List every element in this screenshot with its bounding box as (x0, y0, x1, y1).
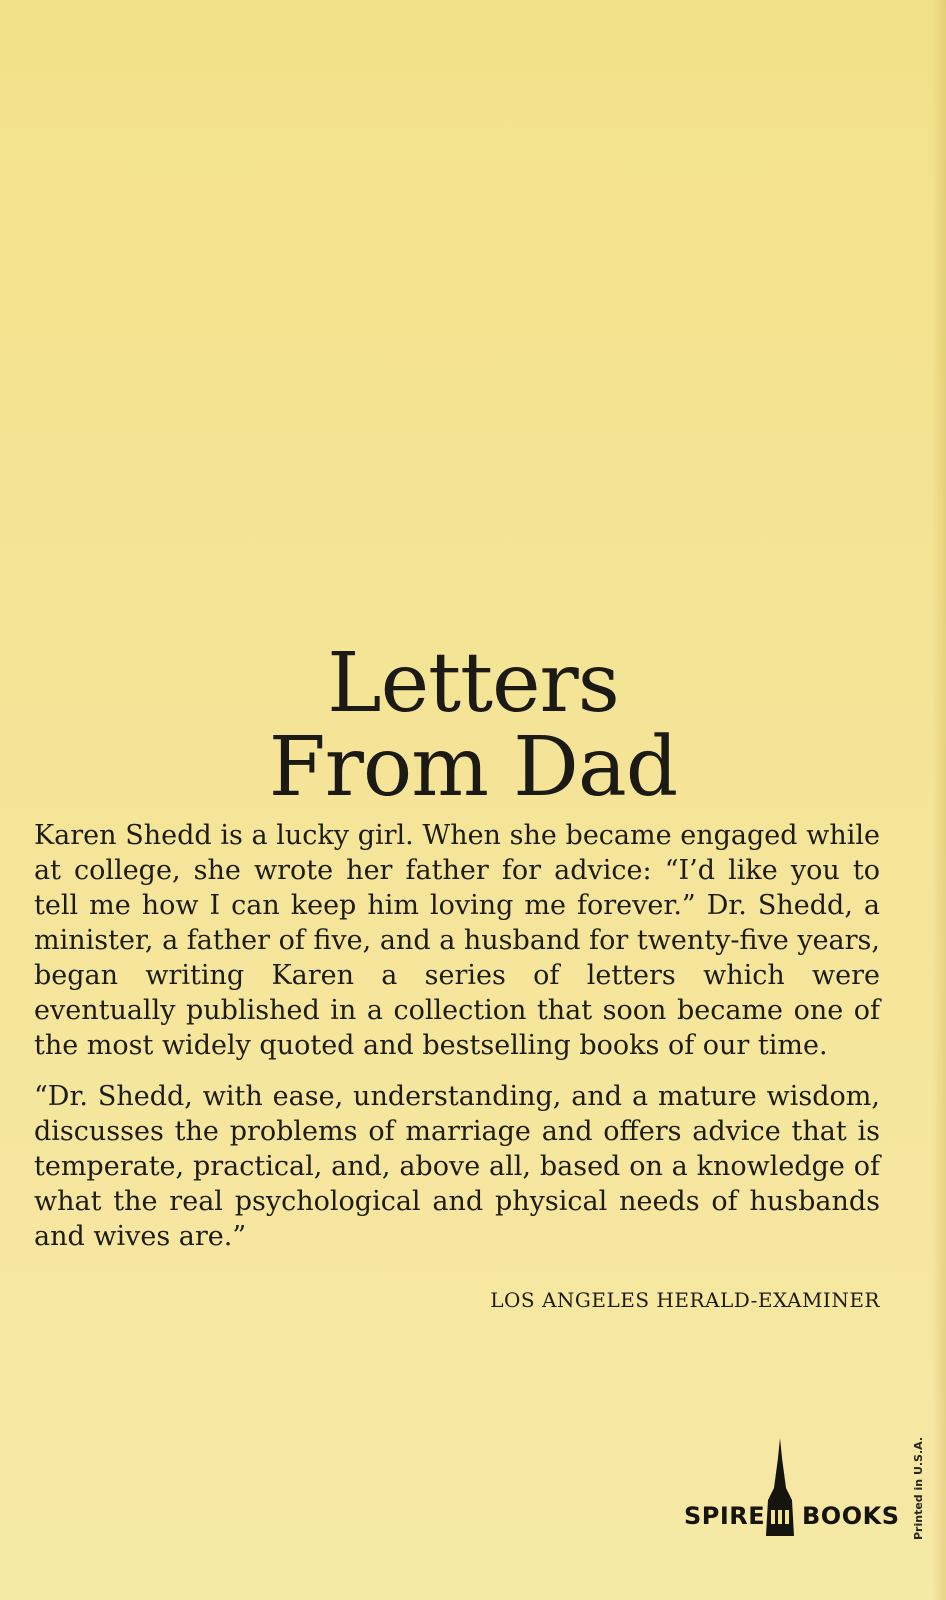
blurb (34, 818, 880, 1270)
publisher-word-books: BOOKS (802, 1502, 900, 1530)
printed-in-text: Printed in U.S.A. (912, 1436, 925, 1540)
title-line-1: Letters (327, 636, 619, 731)
printed-in-note (912, 1420, 942, 1540)
title-line-2: From Dad (268, 720, 678, 815)
review-attribution: LOS ANGELES HERALD-EXAMINER (490, 1288, 880, 1312)
spire-steeple-icon (762, 1438, 798, 1538)
blurb-paragraph-summary: Karen Shedd is a lucky girl. When she became engaged while at college, she wrote her father for advice: “I’d like you to tell me how I can keep him loving me forever.” Dr. Shedd, a minister, a father of five, and a husband for twenty-five years, began writing Karen a series of letters which were eventually published in a collection that soon became one of the most widely quoted and bestselling books of our time. (34, 820, 880, 1061)
publisher-logo (684, 1438, 900, 1538)
publisher-word-spire: SPIRE (684, 1502, 766, 1530)
book-title (0, 636, 946, 815)
blurb-paragraph-review-quote: “Dr. Shedd, with ease, understanding, and a mature wisdom, discusses the problems of marriage and offers advice that is temperate, practical, and, above all, based on a knowledge of what the real psychological and physical needs of husbands and wives are.” (34, 1081, 880, 1252)
